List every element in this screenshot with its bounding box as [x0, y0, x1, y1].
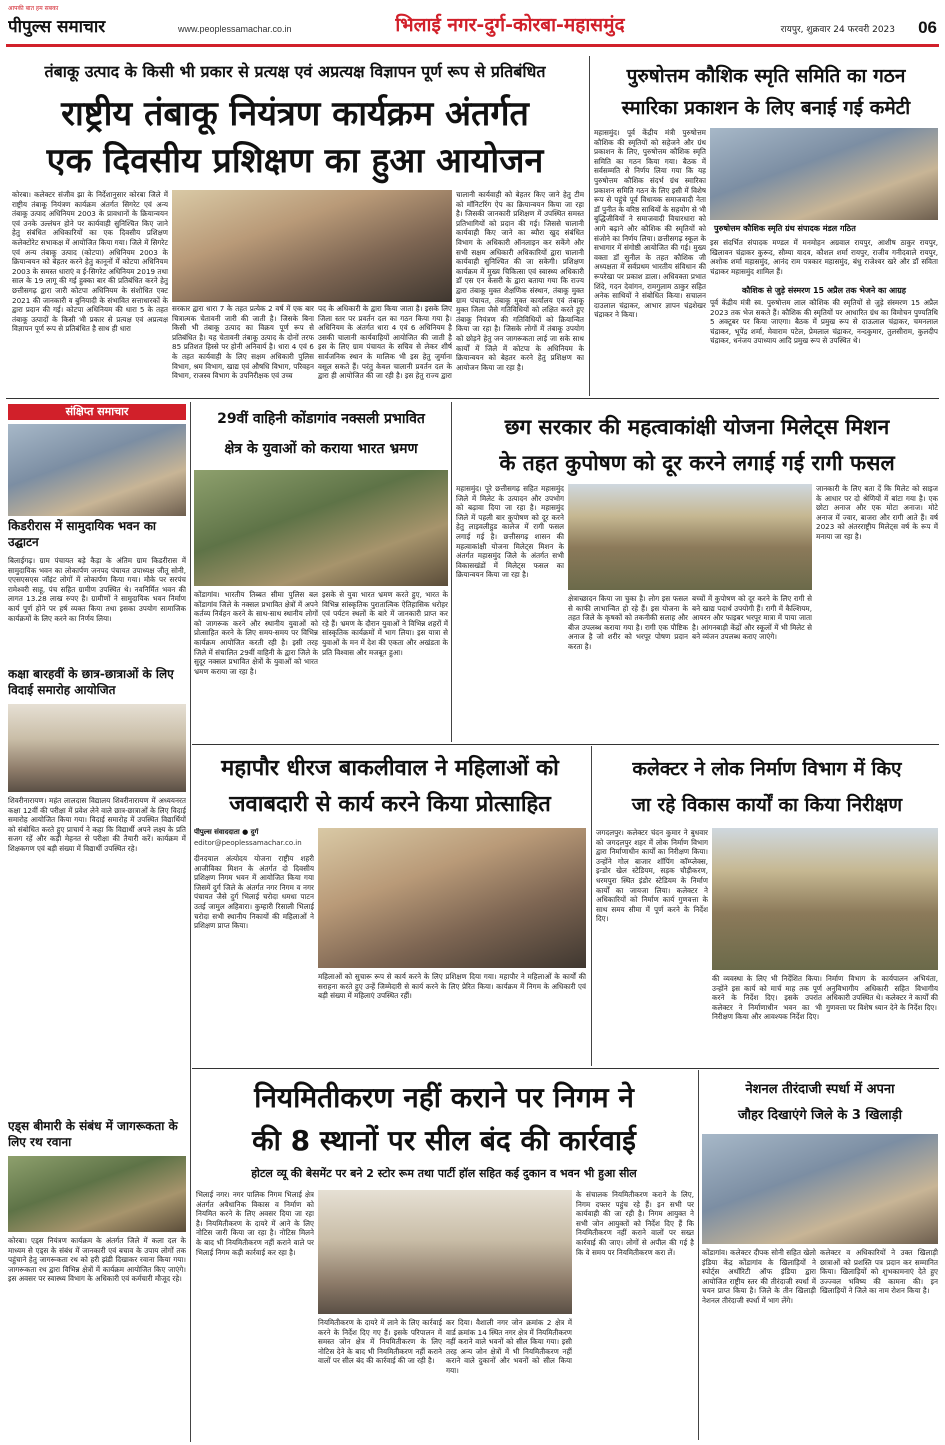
sealing-body-col4: के संचालक नियमितीकरण कराने के लिए, निगम दफ्तर पहुंच रहे हैं। इन सभी पर कार्यवाही की जा रही है। निगम आयुक्त ने सभी जोन आयुक्तों को निर्देश दिए हैं कि नियमितीकरण नहीं कराने वालों पर सख्त कार्रवाई की जाए। लोगों से अपील की गई है कि वे समय पर नियमितीकरण करा लें। [576, 1190, 694, 1257]
brief-item3-headline: एड्स बीमारी के संबंध में जागरूकता के लिए रथ रवाना [8, 1119, 178, 1149]
masthead-rule [6, 44, 939, 47]
tobacco-training-photo [172, 190, 452, 302]
collector-body-col2: की व्यवस्था के लिए भी निर्देशित किया। उन्होंने इस कार्य को मार्च माह तक पूर्ण करने के निर्देश दिए। इसके उपरांत कलेक्टर ने निर्माणाधीन भवन का भी निरीक्षण किया और आवश्यक निर्देश दिए। [712, 974, 822, 1022]
kondagaon-body-col2: इसके से युवा भारत भ्रमण करते हुए, भारत के विभिन्न सांस्कृतिक पुरातात्विक ऐतिहासिक धरोहर एवं पर्यटन स्थलों के बारे में जानकारी प्राप्त कर रहे हैं। भ्रमण के दौरान युवाओं ने विभिन्न शहरों में सांस्कृतिक कार्यक्रमों में भाग लिया। इस यात्रा से युवाओं के मन में देश की एकता और अखंडता के प्रति विश्वास और मजबूत हुआ। [322, 590, 448, 657]
collector-headline-2: जा रहे विकास कार्यों का किया निरीक्षण [631, 794, 903, 816]
column-divider [591, 746, 592, 1066]
mayor-headline-1: महापौर धीरज बाकलीवाल ने महिलाओं को [221, 756, 559, 781]
purushottam-photo-caption: पुरुषोत्तम कौशिक स्मृति ग्रंथ संपादक मंडल गठित [710, 222, 938, 235]
kondagaon-body-col1: कोंडागांव। भारतीय तिब्बत सीमा पुलिस बल कोंडागांव जिले के नक्सल प्रभावित क्षेत्रों में अपने कर्तव्य निर्वहन करने के साथ-साथ स्थानीय लोगों को जागरूक करने और स्थानीय युवाओं को प्रोत्साहित करने के लिए समय-समय पर विभिन्न कार्यक्रम आयोजित करती रही है। इसी तरह जिले में संचालित 29वीं वाहिनी के द्वारा जिले के सुदूर नक्सल प्रभावित क्षेत्रों के युवाओं को भारत भ्रमण कराया जा रहा है। [194, 590, 318, 676]
section-divider [6, 398, 939, 399]
section-divider [192, 744, 939, 745]
ragi-field-photo [568, 484, 812, 590]
sealing-subhead: होटल व्यू की बेसमेंट पर बने 2 स्टोर रूम तथा पार्टी हॉल सहित कई दुकान व भवन भी हुआ सील [251, 1167, 637, 1180]
purushottam-headline-1: पुरुषोत्तम कौशिक स्मृति समिति का गठन [626, 65, 906, 87]
column-divider [698, 1070, 699, 1440]
newspaper-logo: पीपुल्स समाचार [8, 17, 106, 37]
website-url[interactable]: www.peoplessamachar.co.in [178, 24, 292, 34]
mayor-byline: पीपुल्स संवाददाता ● दुर्ग [194, 828, 259, 836]
millets-headline-1: छग सरकार की महत्वाकांक्षी योजना मिलेट्स मिशन [504, 415, 890, 439]
brief-item3-photo [8, 1156, 186, 1232]
tobacco-body-col3: पद के अधिकारी के द्वारा किया जाता है। इसके लिए जिला स्तर पर प्रवर्तन दल का गठन किया गया है। अधिनियम के अंतर्गत धारा 4 एवं 6 अधिनियम है उसकी चालानी कार्यवाहियों आयोजित की जाती है इस के लिए ग्राम पंचायत के सचिव से लेकर शीर्ष सार्वजनिक स्थान के मालिक भी इस हेतु जुर्माना वसूल सकते हैं। परंतु केवल चालानी प्रवर्तन दल के द्वारा ही आयोजित की जा रही है। इस हेतु राज्य द्वारा [318, 304, 452, 381]
collector-headline-1: कलेक्टर ने लोक निर्माण विभाग में किए [632, 758, 902, 780]
purushottam-subhead: कौशिक से जुड़े संस्मरण 15 अप्रैल तक भेजने का आग्रह [710, 284, 938, 297]
purushottam-caption-text: इस संदर्भित संपादक मण्डल में मनमोहन अग्रवाल रायपुर, आशीष ठाकुर रायपुर, खिलावन चंद्राकर कुरूद, सौम्या यादव, कौशल शर्मा रायपुर, राजीव गनीदवाले रायपुर, अशोक शर्मा महासमुंद, आनंद राम पत्रकार महासमुंद, बंधु राजेश्वर खरे और डॉ सविता चंद्राकर महासमुंद शामिल हैं। [710, 238, 938, 276]
mayor-training-photo [318, 828, 586, 968]
tobacco-headline-2: एक दिवसीय प्रशिक्षण का हुआ आयोजन [46, 141, 544, 181]
tobacco-body-col1: कोरबा। कलेक्टर संजीव झा के निर्देशानुसार कोरबा जिले में राष्ट्रीय तंबाकू नियंत्रण कार्यक्रम अंतर्गत सिगरेट एवं अन्य तंबाकू उत्पाद अधिनियम 2003 के प्रावधानों के क्रियान्वयन एवं उनके उल्लंघन होने पर कार्यवाही सुनिश्चित किए जाने हेतु संबंधित अधिकारियों का एक दिवसीय प्रशिक्षण कलेक्टोरेट सभाकक्ष में आयोजित किया गया। जिले में सिगरेट एवं अन्य तंबाकू उत्पाद (कोटपा) अधिनियम 2003 के क्रियान्वयन को बेहतर करने हेतु कानूनों में कोटपा अधिनियम 2003 के समस्त धाराएं व ई-सिगरेट अधिनियम 2019 तथा साल के 19 लागू की गई हुक्का बार की प्रतिबंधित करने हेतु छत्तीसगढ़ द्वारा जारी कोटपा अधिनियम के संशोधित एक्ट 2021 की जानकारी व बुनियादी के संभावित सत्ताधारकों के द्वारा प्रदान की गई। कोटपा अधिनियम की धारा 5 के तहत तंबाकू उत्पादों के किसी भी प्रकार से प्रत्यक्ष एवं अप्रत्यक्ष विज्ञापन पूर्ण रूप से प्रतिबंधित है साथ ही धारा [12, 190, 168, 334]
millets-body-col3: बच्चों में कुपोषण को दूर करने के लिए रागी से बने खाद्य पदार्थ उपयोगी हैं। रागी में कैल्शियम, आयरन और फाइबर भरपूर मात्रा में पाया जाता है। आंगनबाड़ी केंद्रों और स्कूलों में भी मिलेट से बने व्यंजन उपलब्ध कराए जाएंगे। [692, 594, 812, 642]
archery-headline-1: नेशनल तीरंदाजी स्पर्धा में अपना [745, 1082, 895, 1097]
archery-players-photo [702, 1134, 938, 1244]
sealing-body-col1: भिलाई नगर। नगर पालिक निगम भिलाई क्षेत्र अंतर्गत अवैधानिक विकास व निर्माण को नियमित करने के लिए अवसर दिया जा रहा है। नियमितीकरण के दायरे में आने के लिए नोटिस जारी किया जा रहा है। नोटिस मिलने के बाद भी नियमितीकरण नहीं कराने वाले पर भिलाई निगम कड़ी कार्रवाई कर रहा है। [196, 1190, 314, 1257]
brief-item2-body: शिवरीनारायण। महंत लालदास विद्यालय शिवरीनारायण में अध्ययनरत कक्षा 12वीं की परीक्षा में प्रवेश लेने वाले छात्र-छात्राओं के लिए विदाई समारोह आयोजित किया गया। विदाई समारोह में उपस्थित विद्यार्थियों को संबोधित करते हुए प्राचार्य ने कहा कि विद्यार्थी अपने लक्ष्य के प्रति सजग रहें और कड़ी मेहनत से परीक्षा की तैयारी करें। कार्यक्रम में शिक्षकगण एवं बड़ी संख्या में विद्यार्थी उपस्थित रहे। [8, 796, 186, 853]
mayor-body-col2: महिलाओं को सुचारू रूप से कार्य करने के लिए प्रशिक्षण दिया गया। महापौर ने महिलाओं के कार्यों की सराहना करते हुए उन्हें जिम्मेदारी से कार्य करने के लिए प्रेरित किया। कार्यक्रम में निगम के अधिकारी एवं बड़ी संख्या में महिलाएं उपस्थित रहीं। [318, 972, 586, 1001]
brief-item1-headline: किडरीरास में सामुदायिक भवन का उद्घाटन [8, 519, 157, 549]
brief-item1-photo [8, 424, 186, 516]
kondagaon-headline-1: 29वीं वाहिनी कोंडागांव नक्सली प्रभावित [217, 411, 425, 427]
purushottam-group-photo [710, 128, 938, 220]
section-divider [192, 1068, 939, 1069]
mayor-headline-2: जवाबदारी से कार्य करने किया प्रोत्साहित [229, 792, 551, 817]
logo-tagline: आपकी बात हम सबका [8, 5, 59, 12]
archery-headline-2: जौहर दिखाएंगे जिले के 3 खिलाड़ी [737, 1108, 902, 1123]
sealing-headline-2: की 8 स्थानों पर सील बंद की कार्रवाई [252, 1124, 636, 1157]
purushottam-body-col1: महासमुंद। पूर्व केंद्रीय मंत्री पुरुषोत्तम कौशिक की स्मृतियों को सहेजने और ग्रंथ प्रकाशन के लिए, पुरुषोत्तम कौशिक स्मृति समिति का गठन किया गया। बैठक में सर्वसम्मति से निर्णय लिया गया कि यह पुरुषोत्तम कौशिक संदर्भ ग्रंथ स्मारिका प्रकाशन समिति गठन के लिए इसी में विशेष रूप से पहुंचे पूर्व विधायक समाजवादी नेता डॉ पुनीत के वरिष्ठ साथियों के सहयोग से भी बुद्धिजीवियों ने समाजवादी विचारधारा को आगे बढ़ाने और कौशिक की स्मृतियों को संजोने का निर्णय लिया। छत्तीसगढ़ स्कूल के सभागार में संगोष्ठी आयोजित की गई। मुख्य वक्ता डॉ सुनील के तहत कौशिक जी अध्यक्षता में सर्वप्रथम भारतीय संविधान की रूपरेखा पर प्रकाश डाला। अधिवक्ता प्रभात शिंदे, गदन देवांगन, रामगुलाम ठाकुर सहित अनेक साथियों ने संबोधित किया। सचालन दाउलाल चंद्राकर, आभार ज्ञापन चंद्रशेखर चंद्राकर ने किया। [594, 128, 706, 320]
sealing-action-photo [318, 1190, 572, 1314]
kondagaon-headline-2: क्षेत्र के युवाओं को कराया भारत भ्रमण [224, 441, 418, 457]
page-number: 06 [918, 18, 937, 37]
brief-item1-body: बिलाईगढ़। ग्राम पंचायत बड़े कैड़ा के अंतिम ग्राम किडरीरास में सामुदायिक भवन का लोकार्पण जनपद पंचायत उपाध्यक्ष जीतू सोनी, एएसएसएस जॉइंट लोगों में लोकार्पण किया गया। मौके पर सरपंच रामेश्वरी साहू, पंच सहित ग्रामीण उपस्थित थे। नवनिर्मित भवन की लागत 13.28 लाख रुपए है। ग्रामीणों ने सामुदायिक भवन निर्माण कार्य पूर्ण होने पर हर्ष व्यक्त किया तथा इसका उपयोग सामाजिक कार्यक्रमों के लिए करने का निर्णय लिया। [8, 556, 186, 623]
collector-body-col3: निर्माण विभाग के कार्यपालन अभियंता, अनुविभागीय अधिकारी सहित विभागीय अधिकारी उपस्थित थे। कलेक्टर ने कार्यों की गुणवत्ता पर विशेष ध्यान देने के निर्देश दिए। [826, 974, 938, 1012]
archery-body-col2: कलेक्टर व अधिकारियों ने उक्त खिलाड़ी छात्राओं को प्रशस्ति पत्र प्रदान कर सम्मानित किया। खिलाड़ियों को शुभकामनाएं देते हुए उज्ज्वल भविष्य की कामना की। इन खिलाड़ियों ने जिले का नाम रोशन किया है। [820, 1248, 938, 1296]
millets-body-col4: जानकारी के लिए बता दें कि मिलेट को साइज के आधार पर दो श्रेणियों में बांटा गया है। एक छोटा अनाज और एक मोटा अनाज। मोटे अनाज में ज्वार, बाजरा और रागी आते हैं। वर्ष 2023 को अंतरराष्ट्रीय मिलेट्स वर्ष के रूप में मनाया जा रहा है। [816, 484, 938, 541]
construction-site-photo [712, 828, 938, 970]
column-divider [589, 56, 590, 396]
brief-item3-body: कोरबा। एड्स नियंत्रण कार्यक्रम के अंतर्गत जिले में कला दल के माध्यम से एड्स के संबंध में जानकारी एवं बचाव के उपाय लोगों तक पहुंचाने हेतु जागरूकता रथ को हरी झंडी दिखाकर रवाना किया गया। जागरूकता रथ द्वारा विभिन्न क्षेत्रों में कार्यक्रम आयोजित किए जाएंगे। इस अवसर पर स्वास्थ्य विभाग के अधिकारी एवं कर्मचारी मौजूद रहे। [8, 1236, 186, 1284]
brief-news-label: संक्षिप्त समाचार [8, 404, 186, 420]
millets-headline-2: के तहत कुपोषण को दूर करने लगाई गई रागी फसल [499, 451, 895, 475]
purushottam-body-col3: पूर्व केंद्रीय मंत्री स्व. पुरुषोत्तम लाल कौशिक की स्मृतियों से जुड़े संस्मरण 15 अप्रैल 2023 तक भेज सकते हैं। कौशिक की स्मृतियों पर आधारित ग्रंथ का विमोचन पुण्यतिथि 5 अक्टूबर पर किया जाएगा। बैठक में प्रमुख रूप से दाऊलाल चंद्राकर, चमनलाल चंद्राकर, भूपेंद्र शर्मा, मेवाराम पटेल, प्रेमलाल चंद्राकर, नन्दकुमार, तुलसीराम, कुलदीप चंद्राकर, धनंजय उपाध्याय आदि प्रमुख रूप से उपस्थित थे। [710, 298, 938, 346]
purushottam-headline-2: स्मारिका प्रकाशन के लिए बनाई गई कमेटी [621, 97, 911, 119]
brief-item2-photo [8, 704, 186, 792]
sealing-headline-1: नियमितीकरण नहीं कराने पर निगम ने [254, 1081, 634, 1114]
brief-item2-headline: कक्षा बारहवीं के छात्र-छात्राओं के लिए विदाई समारोह आयोजित [8, 667, 174, 697]
archery-body-col1: कोंडागांव। कलेक्टर दीपक सोनी सहित खेलो इंडिया केंद्र कोंडागांव के खिलाड़ियों ने स्पोर्ट्स अथॉरिटी ऑफ इंडिया द्वारा आयोजित राष्ट्रीय स्तर की तीरंदाजी स्पर्धा में चयन प्राप्त किया है। जिले के तीन खिलाड़ी नेशनल तीरंदाजी स्पर्धा में भाग लेंगे। [702, 1248, 816, 1305]
mayor-body-col1: दीनदयाल अंत्योदय योजना राष्ट्रीय शहरी आजीविका मिशन के अंतर्गत दो दिवसीय प्रशिक्षण निगम भवन में आयोजित किया गया जिसमें दुर्ग जिले के अंतर्गत नगर निगम व नगर पंचायत जैसे दुर्ग भिलाई चरोदा धमधा पाटन उतई जामुल अहिवारा। कुम्हारी रिसाली भिलाई चरोदा सभी स्थानीय निकायों की महिलाओं ने प्रशिक्षण प्राप्त किया। [194, 854, 314, 931]
mayor-email[interactable]: editor@peoplessamachar.co.in [194, 839, 302, 847]
kondagaon-group-photo [194, 470, 448, 586]
tobacco-body-col4: चालानी कार्यवाही को बेहतर किए जाने हेतु टीम को मॉनिटरिंग ऐप का क्रियान्वयन किया जा रहा है। जिसकी जानकारी प्रशिक्षण में उपस्थित समस्त प्रतिभागियों को प्रदान की गई। जिससे चालानी कार्यवाही किए जाने का ब्यौरा खुद संबंधित विभाग के अधिकारी ऑनलाइन कर सकेंगे और सभी सक्षम अधिकारी अधिकारियों द्वारा चालानी कार्यवाही सुनिश्चित की जा सकेगी। प्रशिक्षण कार्यक्रम में मुख्य चिकित्सा एवं स्वास्थ्य अधिकारी डॉ एस एन केसरी के द्वारा बताया गया कि राज्य द्वारा तंबाकू मुक्त शैक्षणिक संस्थान, तंबाकू मुक्त ग्राम पंचायत, तंबाकू मुक्त कार्यालय एवं तंबाकू मुक्त जिला जैसे गतिविधियों को लक्षित करते हुए तंबाकू नियंत्रण की गतिविधियों को क्रियान्वित किया जा रहा है। जिसके लोगों में तंबाकू उपयोग को छोड़ने हेतु जन जागरूकता लाई जा सके साथ कार्यों में जिले में कोटपा के अधिनियम के क्रियान्वयन को बेहतर करने हेतु प्रशिक्षण का आयोजन किया जा रहा है। [456, 190, 584, 372]
collector-body-col1: जगदलपुर। कलेक्टर चंदन कुमार ने बुधवार को जगदलपुर शहर में लोक निर्माण विभाग द्वारा निर्माणाधीन कार्यों का निरीक्षण किया। उन्होंने गोल बाजार शॉपिंग कॉम्प्लेक्स, इन्डोर खेल स्टेडियम, सड़क चौड़ीकरण, धरमपुरा स्थित इंडोर स्टेडियम के निर्माण कार्यों का जायजा लिया। कलेक्टर ने अधिकारियों को निर्माण कार्य गुणवत्ता के साथ समय सीमा में पूर्ण करने के निर्देश दिए। [596, 828, 708, 924]
millets-body-col2: क्षेत्राच्छादन किया जा चुका है। लोग इस फसल से काफी लाभान्वित हो रहे हैं। इस योजना के तहत जिले के कृषकों को तकनीकी सलाह और बीज उपलब्ध कराया गया है। रागी एक पौष्टिक अनाज है जो शरीर को भरपूर पोषण प्रदान करता है। [568, 594, 688, 651]
sealing-body-col2: नियमितीकरण के दायरे में लाने के लिए कार्रवाई करने के निर्देश दिए गए हैं। इसके परिपालन में समस्त जोन क्षेत्र में नियमितीकरण के लिए नोटिस देने के बाद भी नियमितीकरण नहीं कराने वालों पर सील बंद की कार्रवाई की जा रही है। [318, 1318, 442, 1366]
tobacco-kicker: तंबाकू उत्पाद के किसी भी प्रकार से प्रत्यक्ष एवं अप्रत्यक्ष विज्ञापन पूर्ण रूप से प्रतिबंधित [44, 62, 546, 81]
millets-body-col1: महासमुंद। पूरे छत्तीसगढ़ सहित महासमुंद जिले में मिलेट के उत्पादन और उपभोग को बढ़ावा दिया जा रहा है। महासमुंद जिले में पहली बार कुपोषण को दूर करने हेतु लाइवलीहुड कालेज में रागी फसल लगाई गई है। छत्तीसगढ़ शासन की महत्वाकांक्षी योजना मिलेट्स मिशन के अंतर्गत महासमुंद जिले के अंतर्गत सभी विकासखंडों में मिलेट्स फसल का क्रियान्वयन किया जा रहा है। [456, 484, 564, 580]
column-divider [451, 402, 452, 742]
tobacco-body-col2: सरकार द्वारा धारा 7 के तहत प्रत्येक 2 वर्ष में एक बार चित्रात्मक चेतावनी जारी की जाती है। जिसके बिना किसी भी तंबाकू उत्पाद का विक्रय पूर्ण रूप से प्रतिबंधित है। यह चेतावनी तंबाकू उत्पाद के दोनों तरफ 85 प्रतिशत हिस्से पर होनी अनिवार्य है। धारा 4 एवं 6 के तहत कार्यवाही के लिए सक्षम अधिकारी पुलिस विभाग, श्रम विभाग, खाद्य एवं औषधि विभाग, परिवहन विभाग, राजस्व विभाग के उपनिरीक्षक एवं उच्च [172, 304, 314, 381]
sidebar-divider [190, 402, 191, 1442]
sealing-body-col3: कर दिया। वैशाली नगर जोन क्रमांक 2 क्षेत्र में वार्ड क्रमांक 14 स्थित नगर क्षेत्र में नियमितीकरण नहीं कराने वाले भवनों को सील किया गया। इसी तरह अन्य जोन क्षेत्रों में भी नियमितीकरण नहीं कराने वाले दुकानों और भवनों को सील किया गया। [446, 1318, 572, 1375]
tobacco-headline-1: राष्ट्रीय तंबाकू नियंत्रण कार्यक्रम अंतर्गत [61, 94, 529, 134]
edition-title: भिलाई नगर-दुर्ग-कोरबा-महासमुंद [395, 14, 625, 36]
dateline: रायपुर, शुक्रवार 24 फरवरी 2023 [780, 25, 895, 35]
